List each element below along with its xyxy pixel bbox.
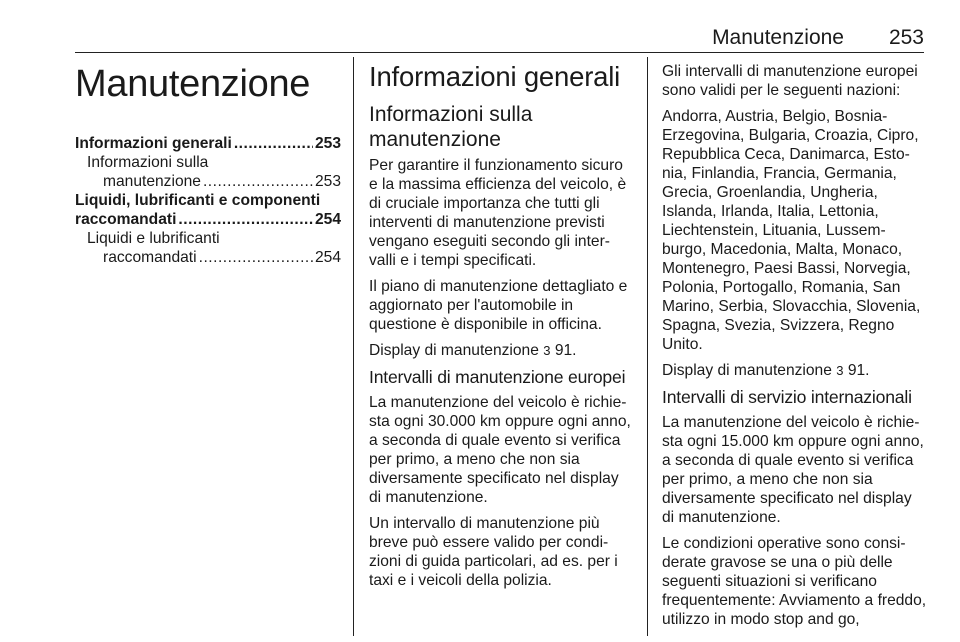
toc-entry-title-line2: manutenzione <box>103 173 201 190</box>
country-list: Andorra, Austria, Belgio, Bosnia-Erzegovina, Bulgaria, Croazia, Cipro, Repubblica Ceca, Danimarca, Esto-nia, Finlandia, Francia, Germania, Grecia, Groenlandia, Ungheria, Islanda, Irlanda, Italia, Lettonia, Liechtenstein, Lituania, Lussem-burgo, Macedonia, Malta, Monaco, Montenegro, Paesi Bassi, Norvegia, Polonia, Portogallo, Romania, San Marino, Serbia, Slovacchia, Slovenia, Spagna, Svezia, Svizzera, Regno Unito. <box>662 108 921 353</box>
reference-arrow-icon: 3 <box>836 363 844 378</box>
toc-leader-dots <box>234 134 313 153</box>
toc-entry-title-line1: Liquidi, lubrificanti e componenti <box>75 192 321 209</box>
paragraph: La manutenzione del veicolo è richie-sta ogni 15.000 km oppure ogni anno, a seconda di quale evento si verifica per primo, a meno che non sia diversamente specificato nel display di manutenzione. <box>662 414 924 526</box>
subsection-heading: Informazioni sulla manutenzione <box>369 103 533 151</box>
toc-leader-dots <box>199 248 313 267</box>
subsection-heading: Intervalli di manutenzione europei <box>369 367 626 387</box>
chapter-title: Manutenzione <box>75 63 311 105</box>
column-divider-2 <box>647 57 648 636</box>
reference-page: 91. <box>847 362 870 379</box>
toc-entry-title: Informazioni generali <box>75 135 232 152</box>
reference-text: Display di manutenzione <box>369 342 539 359</box>
page-number: 253 <box>888 26 924 49</box>
content-column-3 <box>662 62 928 636</box>
subsection-heading: Intervalli di servizio internazionali <box>662 387 912 407</box>
header-rule <box>75 52 924 53</box>
reference-page: 91. <box>554 342 577 359</box>
reference-arrow-icon: 3 <box>543 343 551 358</box>
cross-reference[interactable] <box>662 361 928 380</box>
paragraph: Gli intervalli di manutenzione europei sono validi per le seguenti nazioni: <box>662 63 918 99</box>
content-column-2 <box>369 62 633 597</box>
column-divider-1 <box>353 57 354 636</box>
toc-entry-title-line1: Liquidi e lubrificanti <box>87 230 220 247</box>
toc-entry-page: 253 <box>314 173 341 190</box>
paragraph: Le condizioni operative sono consi-derate gravose se una o più delle seguenti situazioni si verificano frequentemente: Avviamento a freddo, utilizzo in modo stop and go, <box>662 535 927 628</box>
toc-entry-title-line2: raccomandati <box>75 211 177 228</box>
toc-leader-dots <box>178 210 313 229</box>
toc-entry-title-line1: Informazioni sulla <box>87 154 209 171</box>
cross-reference[interactable] <box>369 341 633 360</box>
reference-text: Display di manutenzione <box>662 362 832 379</box>
toc-column <box>75 62 341 267</box>
paragraph: La manutenzione del veicolo è richie-sta ogni 30.000 km oppure ogni anno, a seconda di quale evento si verifica per primo, a meno che non sia diversamente specificato nel display di manutenzione. <box>369 394 631 506</box>
toc-entry-liquidi-raccomandati[interactable] <box>75 229 341 267</box>
toc-entry-informazioni-generali[interactable] <box>75 134 341 153</box>
paragraph: Per garantire il funzionamento sicuro e la massima efficienza del veicolo, è di cruciale importanza che tutti gli interventi di manutenzione previsti vengano eseguiti secondo gli inter-valli e i tempi specificati. <box>369 157 627 269</box>
toc-entry-page: 254 <box>314 211 341 228</box>
toc-entry-page: 253 <box>314 135 341 152</box>
toc-entry-liquidi-lubrificanti[interactable] <box>75 191 341 229</box>
toc-entry-page: 254 <box>314 249 341 266</box>
paragraph: Il piano di manutenzione dettagliato e aggiornato per l'automobile in questione è disponibile in officina. <box>369 278 628 333</box>
section-heading: Informazioni generali <box>369 61 621 92</box>
toc-entry-informazioni-manutenzione[interactable] <box>75 153 341 191</box>
paragraph: Un intervallo di manutenzione più breve può essere valido per condi-zioni di guida particolari, ad es. per i taxi e i veicoli della polizia. <box>369 515 618 589</box>
running-header-title: Manutenzione <box>712 26 844 49</box>
toc-entry-title-line2: raccomandati <box>103 249 197 266</box>
toc-leader-dots <box>203 172 313 191</box>
